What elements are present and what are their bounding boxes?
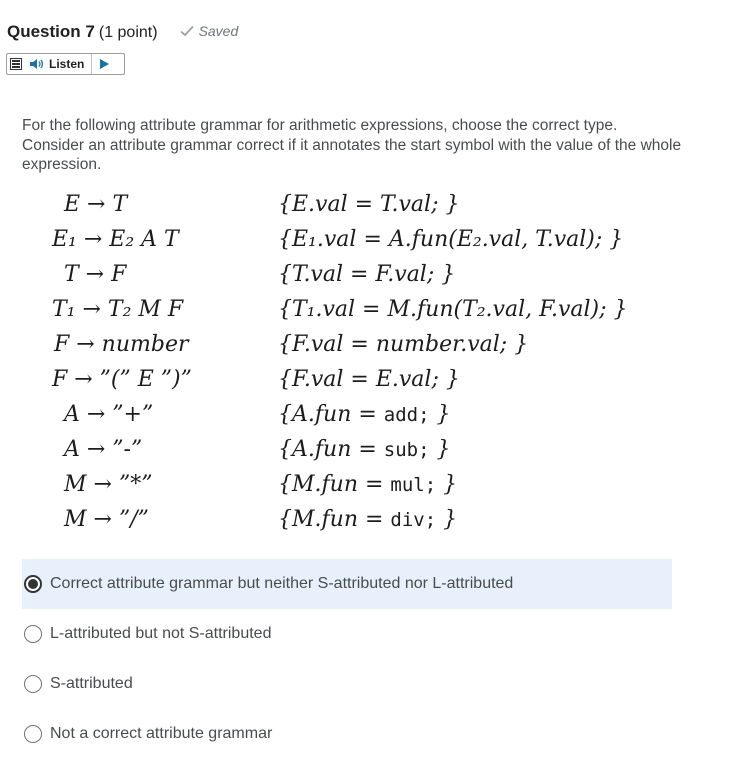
checkmark-icon	[180, 25, 194, 37]
action-suffix: }	[436, 472, 458, 497]
semantic-action	[278, 402, 451, 427]
option-label: L-attributed but not S-attributed	[50, 625, 272, 642]
action-prefix: {M.fun =	[278, 507, 391, 532]
grammar-production: M → ”/”	[64, 507, 149, 532]
grammar-production: E₁ → E₂ A T	[52, 227, 179, 252]
question-points: (1 point)	[98, 24, 158, 41]
grammar-production: M → ”*”	[64, 472, 153, 497]
radio-button[interactable]	[24, 625, 42, 643]
answer-option[interactable]	[22, 609, 672, 659]
speaker-icon	[29, 58, 45, 70]
option-label: S-attributed	[50, 675, 133, 692]
answer-option[interactable]	[22, 559, 672, 609]
grammar-production: F → ”(” E ”)”	[52, 367, 192, 392]
radio-button[interactable]	[24, 725, 42, 743]
semantic-action: {E.val = T.val; }	[278, 192, 460, 217]
question-header	[7, 22, 238, 42]
answer-option[interactable]	[22, 659, 672, 709]
grammar-production: A → ”+”	[64, 402, 154, 427]
grammar-production: E → T	[64, 192, 128, 217]
answer-options	[22, 559, 672, 759]
toolbar-divider	[91, 54, 92, 74]
semantic-action	[278, 437, 451, 462]
radio-button[interactable]	[24, 675, 42, 693]
semantic-action: {F.val = number.val; }	[278, 332, 529, 357]
grammar-production: F → number	[54, 332, 189, 357]
action-prefix: {M.fun =	[278, 472, 391, 497]
grammar-production: A → ”-”	[64, 437, 143, 462]
semantic-action	[278, 507, 457, 532]
answer-option[interactable]	[22, 709, 672, 759]
readspeaker-toolbar	[6, 53, 125, 75]
saved-label: Saved	[198, 23, 239, 39]
question-prompt: For the following attribute grammar for arithmetic expressions, choose the correct type. Consider an attribute grammar correct if it annotates the start symbol with the value of the whole expression.	[22, 117, 682, 173]
menu-icon[interactable]	[10, 58, 22, 70]
semantic-action: {T₁.val = M.fun(T₂.val, F.val); }	[278, 297, 628, 322]
option-label: Correct attribute grammar but neither S-attributed nor L-attributed	[50, 575, 514, 592]
grammar-production: T₁ → T₂ M F	[52, 297, 184, 322]
semantic-action: {E₁.val = A.fun(E₂.val, T.val); }	[278, 227, 624, 252]
grammar-production: T → F	[64, 262, 127, 287]
action-suffix: }	[429, 437, 451, 462]
semantic-action: {F.val = E.val; }	[278, 367, 460, 392]
action-prefix: {A.fun =	[278, 437, 384, 462]
action-code: div;	[390, 509, 437, 531]
listen-label: Listen	[49, 57, 85, 71]
action-code: add;	[383, 404, 430, 426]
action-prefix: {A.fun =	[278, 402, 384, 427]
action-suffix: }	[436, 507, 458, 532]
action-suffix: }	[429, 402, 451, 427]
play-icon[interactable]	[100, 59, 109, 69]
radio-selected-dot	[28, 579, 38, 589]
question-title: Question 7	[7, 22, 95, 41]
saved-status	[180, 23, 239, 39]
semantic-action: {T.val = F.val; }	[278, 262, 456, 287]
radio-button[interactable]	[24, 575, 42, 593]
option-label: Not a correct attribute grammar	[50, 725, 273, 742]
action-code: mul;	[390, 474, 437, 496]
semantic-action	[278, 472, 457, 497]
listen-button[interactable]	[29, 57, 84, 71]
action-code: sub;	[383, 439, 430, 461]
